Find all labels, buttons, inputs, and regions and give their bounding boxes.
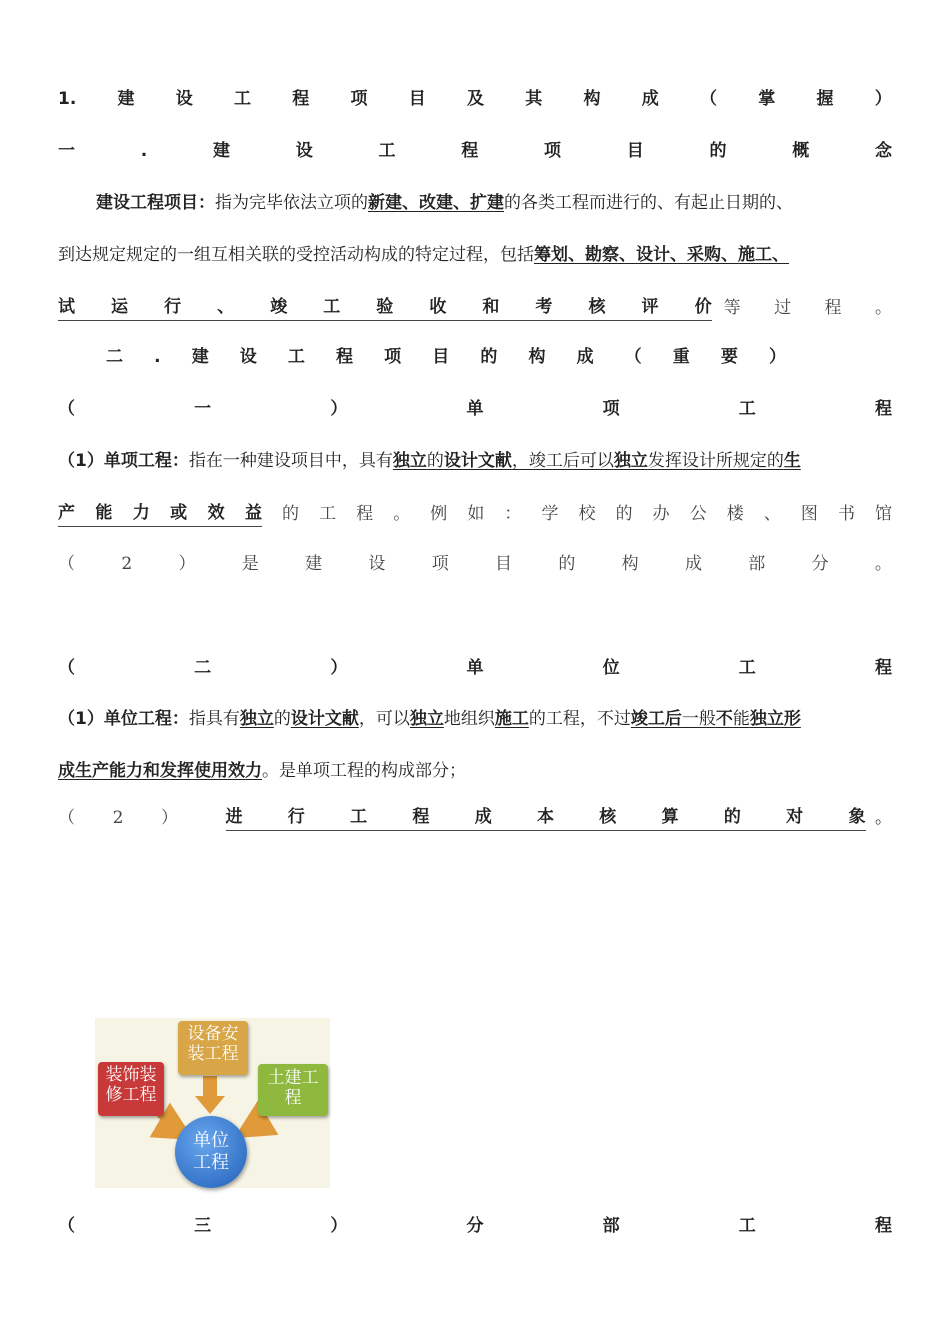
char: 设 <box>175 89 193 109</box>
char: 目 <box>408 89 426 109</box>
char: 例 <box>430 504 448 524</box>
char: 设 <box>368 554 386 574</box>
char: 2 <box>121 554 133 574</box>
char: 程 <box>824 298 842 318</box>
char: 馆 <box>875 504 892 524</box>
char: 的 <box>480 347 498 367</box>
char: 和 <box>482 297 500 317</box>
sec2-text: ，可以 <box>358 709 410 729</box>
char: 设 <box>295 141 313 161</box>
char: 学 <box>541 504 559 524</box>
para1-label: 建设工程项目： <box>96 193 215 213</box>
char: ） <box>330 658 348 678</box>
arrow-head-icon <box>195 1096 225 1114</box>
char: 工 <box>234 89 252 109</box>
char: 重 <box>672 347 690 367</box>
arrow-down-icon <box>203 1076 217 1096</box>
section-2-title <box>58 656 892 680</box>
char: 考 <box>535 297 553 317</box>
char: 项 <box>384 347 402 367</box>
sec2-keyword: 成生产能力和发挥使用效力 <box>58 761 262 781</box>
sec2-line3-end: 。 <box>875 808 892 828</box>
char: 程 <box>461 141 479 161</box>
char: 建 <box>305 554 323 574</box>
sec2-line2 <box>58 759 892 783</box>
char: 进 <box>225 807 243 827</box>
para1-text: 到达规定规定的一组互相关联的受控活动构成的特定过程，包括 <box>58 245 534 265</box>
char: 部 <box>602 1216 620 1236</box>
char: 项 <box>431 554 449 574</box>
sec2-line3 <box>58 805 892 831</box>
sec1-line2-rest <box>282 502 892 526</box>
char: 。 <box>875 298 892 318</box>
char: 其 <box>525 89 543 109</box>
char: 成 <box>684 554 702 574</box>
char: 、 <box>763 504 781 524</box>
char: 。 <box>874 554 892 574</box>
char: 评 <box>641 297 659 317</box>
char: 的 <box>709 141 727 161</box>
char: 的 <box>615 504 633 524</box>
sec2-text: 一般 <box>681 709 716 729</box>
char: 建 <box>212 141 230 161</box>
sec1-text: 发挥设计所规定的 <box>647 451 784 471</box>
char: 单 <box>466 399 484 419</box>
sec1-text: 指在一种建设项目中，具有 <box>188 451 393 471</box>
char: 二 <box>106 347 123 367</box>
char: （ <box>700 89 718 109</box>
char: （ <box>58 1216 75 1236</box>
para1-underlined <box>58 295 712 321</box>
char: （ <box>58 554 75 574</box>
char: 运 <box>111 297 129 317</box>
char: 楼 <box>726 504 744 524</box>
sec2-text: 的工程，不过 <box>528 709 631 729</box>
char: 目 <box>432 347 450 367</box>
char: （ <box>58 808 75 828</box>
para1-keyword: 新建、改建、扩建 <box>368 193 504 213</box>
left-box <box>98 1062 164 1116</box>
heading-2 <box>58 139 892 163</box>
char: 念 <box>874 141 892 161</box>
char: 2 <box>112 808 124 828</box>
char: 书 <box>837 504 855 524</box>
char: 一 <box>194 399 212 419</box>
heading-3 <box>106 345 786 369</box>
para1-text: 指为完毕依法立项的 <box>215 193 368 213</box>
char: 要 <box>720 347 738 367</box>
char: 。 <box>393 504 411 524</box>
right-box <box>258 1064 328 1116</box>
char: 行 <box>287 807 305 827</box>
char: （ <box>58 658 75 678</box>
sec1-text: ，竣工后可以 <box>511 451 614 471</box>
char: 图 <box>800 504 818 524</box>
sec1-line1 <box>58 449 892 473</box>
char: ） <box>330 399 348 419</box>
sec1-keyword: 生 <box>783 451 801 471</box>
para1-line2 <box>58 243 892 267</box>
char: 效 <box>207 503 225 523</box>
char: 、 <box>217 297 235 317</box>
heading-1 <box>58 87 892 111</box>
sec2-text: 指具有 <box>188 709 240 729</box>
char: 益 <box>244 503 262 523</box>
char: 校 <box>578 504 596 524</box>
char: 试 <box>58 297 75 317</box>
char: 成 <box>641 89 659 109</box>
char: 1. <box>58 89 77 109</box>
char: 的 <box>723 807 741 827</box>
char: 构 <box>621 554 639 574</box>
char: 验 <box>376 297 394 317</box>
char: ） <box>330 1216 348 1236</box>
char: ） <box>874 89 892 109</box>
char: . <box>154 347 161 367</box>
char: 程 <box>412 807 430 827</box>
char: 能 <box>95 503 113 523</box>
char: 竣 <box>270 297 288 317</box>
char: 项 <box>350 89 368 109</box>
char: （ <box>58 399 75 419</box>
para1-tail <box>724 296 892 320</box>
char: 概 <box>792 141 810 161</box>
char: 等 <box>723 298 741 318</box>
char: 程 <box>874 399 892 419</box>
char: ） <box>769 347 786 367</box>
sec2-keyword: 设计文献 <box>290 709 359 729</box>
sec1-keyword: 独立 <box>392 451 427 471</box>
char: 行 <box>164 297 182 317</box>
char: 程 <box>874 1216 892 1236</box>
sec1-keyword: 设计文献 <box>443 451 512 471</box>
char: ： <box>504 504 522 524</box>
char: 单 <box>466 658 484 678</box>
sec2-keyword: 竣工后 <box>630 709 682 729</box>
char: 二 <box>194 658 212 678</box>
sec2-text: 。是单项工程的构成部分； <box>262 761 466 781</box>
char: 对 <box>786 807 804 827</box>
char: 象 <box>848 807 866 827</box>
para1-line1 <box>96 191 892 215</box>
sec2-keyword: 施工 <box>494 709 529 729</box>
char: ） <box>178 554 196 574</box>
sec2-line3-pre <box>58 806 178 830</box>
char: 价 <box>694 297 712 317</box>
char: 部 <box>748 554 766 574</box>
char: 收 <box>429 297 447 317</box>
sec2-keyword: 独立 <box>409 709 444 729</box>
char: 位 <box>602 658 620 678</box>
char: 程 <box>874 658 892 678</box>
char: 公 <box>689 504 707 524</box>
char: 项 <box>602 399 620 419</box>
char: 核 <box>599 807 617 827</box>
sec1-keyword: 独立 <box>613 451 648 471</box>
top-box-label: 设备安装工程 <box>187 1024 239 1064</box>
char: 如 <box>467 504 485 524</box>
char: 构 <box>528 347 546 367</box>
para1-keyword: 筹划、勘察、设计、采购、施工、 <box>534 245 789 265</box>
center-circle <box>175 1116 247 1188</box>
char: 工 <box>738 658 756 678</box>
char: 掌 <box>758 89 776 109</box>
sec2-text: 地组织 <box>443 709 495 729</box>
char: 目 <box>495 554 513 574</box>
section-3-title <box>58 1214 892 1238</box>
sec1-line3 <box>58 552 892 576</box>
char: 程 <box>292 89 310 109</box>
char: 分 <box>466 1216 484 1236</box>
char: 过 <box>774 298 792 318</box>
char: 工 <box>287 347 305 367</box>
char: 构 <box>583 89 601 109</box>
char: 核 <box>588 297 606 317</box>
char: 是 <box>241 554 259 574</box>
para1-line3 <box>58 295 892 321</box>
top-box <box>178 1021 248 1075</box>
char: 一 <box>58 141 75 161</box>
char: 建 <box>191 347 209 367</box>
center-label: 单位工程 <box>193 1130 229 1173</box>
char: 程 <box>356 504 374 524</box>
sec2-keyword: 独立形 <box>749 709 801 729</box>
char: 产 <box>58 503 75 523</box>
char: 程 <box>336 347 354 367</box>
char: 分 <box>811 554 829 574</box>
para1-text: 的各类工程而进行的、有起止日期的、 <box>504 193 793 213</box>
sec1-line2 <box>58 501 892 527</box>
char: 项 <box>543 141 561 161</box>
char: 建 <box>117 89 135 109</box>
section-1-title <box>58 397 892 421</box>
sec1-label: （1）单项工程： <box>58 451 189 471</box>
char: 算 <box>661 807 679 827</box>
sec1-text: 的 <box>426 451 444 471</box>
unit-project-diagram <box>95 1018 330 1188</box>
char: 办 <box>652 504 670 524</box>
char: 成 <box>576 347 594 367</box>
char: 工 <box>323 297 341 317</box>
sec1-underlined <box>58 501 262 527</box>
sec2-keyword: 独立 <box>239 709 274 729</box>
left-box-label: 装饰装修工程 <box>105 1065 157 1105</box>
char: 本 <box>536 807 554 827</box>
sec2-text: 能 <box>732 709 750 729</box>
char: 工 <box>738 399 756 419</box>
char: 工 <box>319 504 337 524</box>
sec2-text: 的 <box>273 709 291 729</box>
char: ） <box>160 808 178 828</box>
right-box-label: 土建工程 <box>267 1068 319 1108</box>
sec2-underlined <box>226 805 866 831</box>
char: 或 <box>170 503 188 523</box>
char: 的 <box>282 504 299 524</box>
char: 及 <box>467 89 485 109</box>
sec2-keyword: 不 <box>715 709 733 729</box>
sec2-line1 <box>58 707 892 731</box>
char: 握 <box>816 89 834 109</box>
char: 三 <box>194 1216 212 1236</box>
char: . <box>140 141 148 161</box>
char: 的 <box>558 554 576 574</box>
char: 工 <box>738 1216 756 1236</box>
char: 设 <box>239 347 257 367</box>
char: 工 <box>378 141 396 161</box>
char: （ <box>624 347 642 367</box>
sec2-label: （1）单位工程： <box>58 709 189 729</box>
char: 目 <box>626 141 644 161</box>
char: 力 <box>132 503 150 523</box>
char: 工 <box>350 807 368 827</box>
char: 成 <box>474 807 492 827</box>
